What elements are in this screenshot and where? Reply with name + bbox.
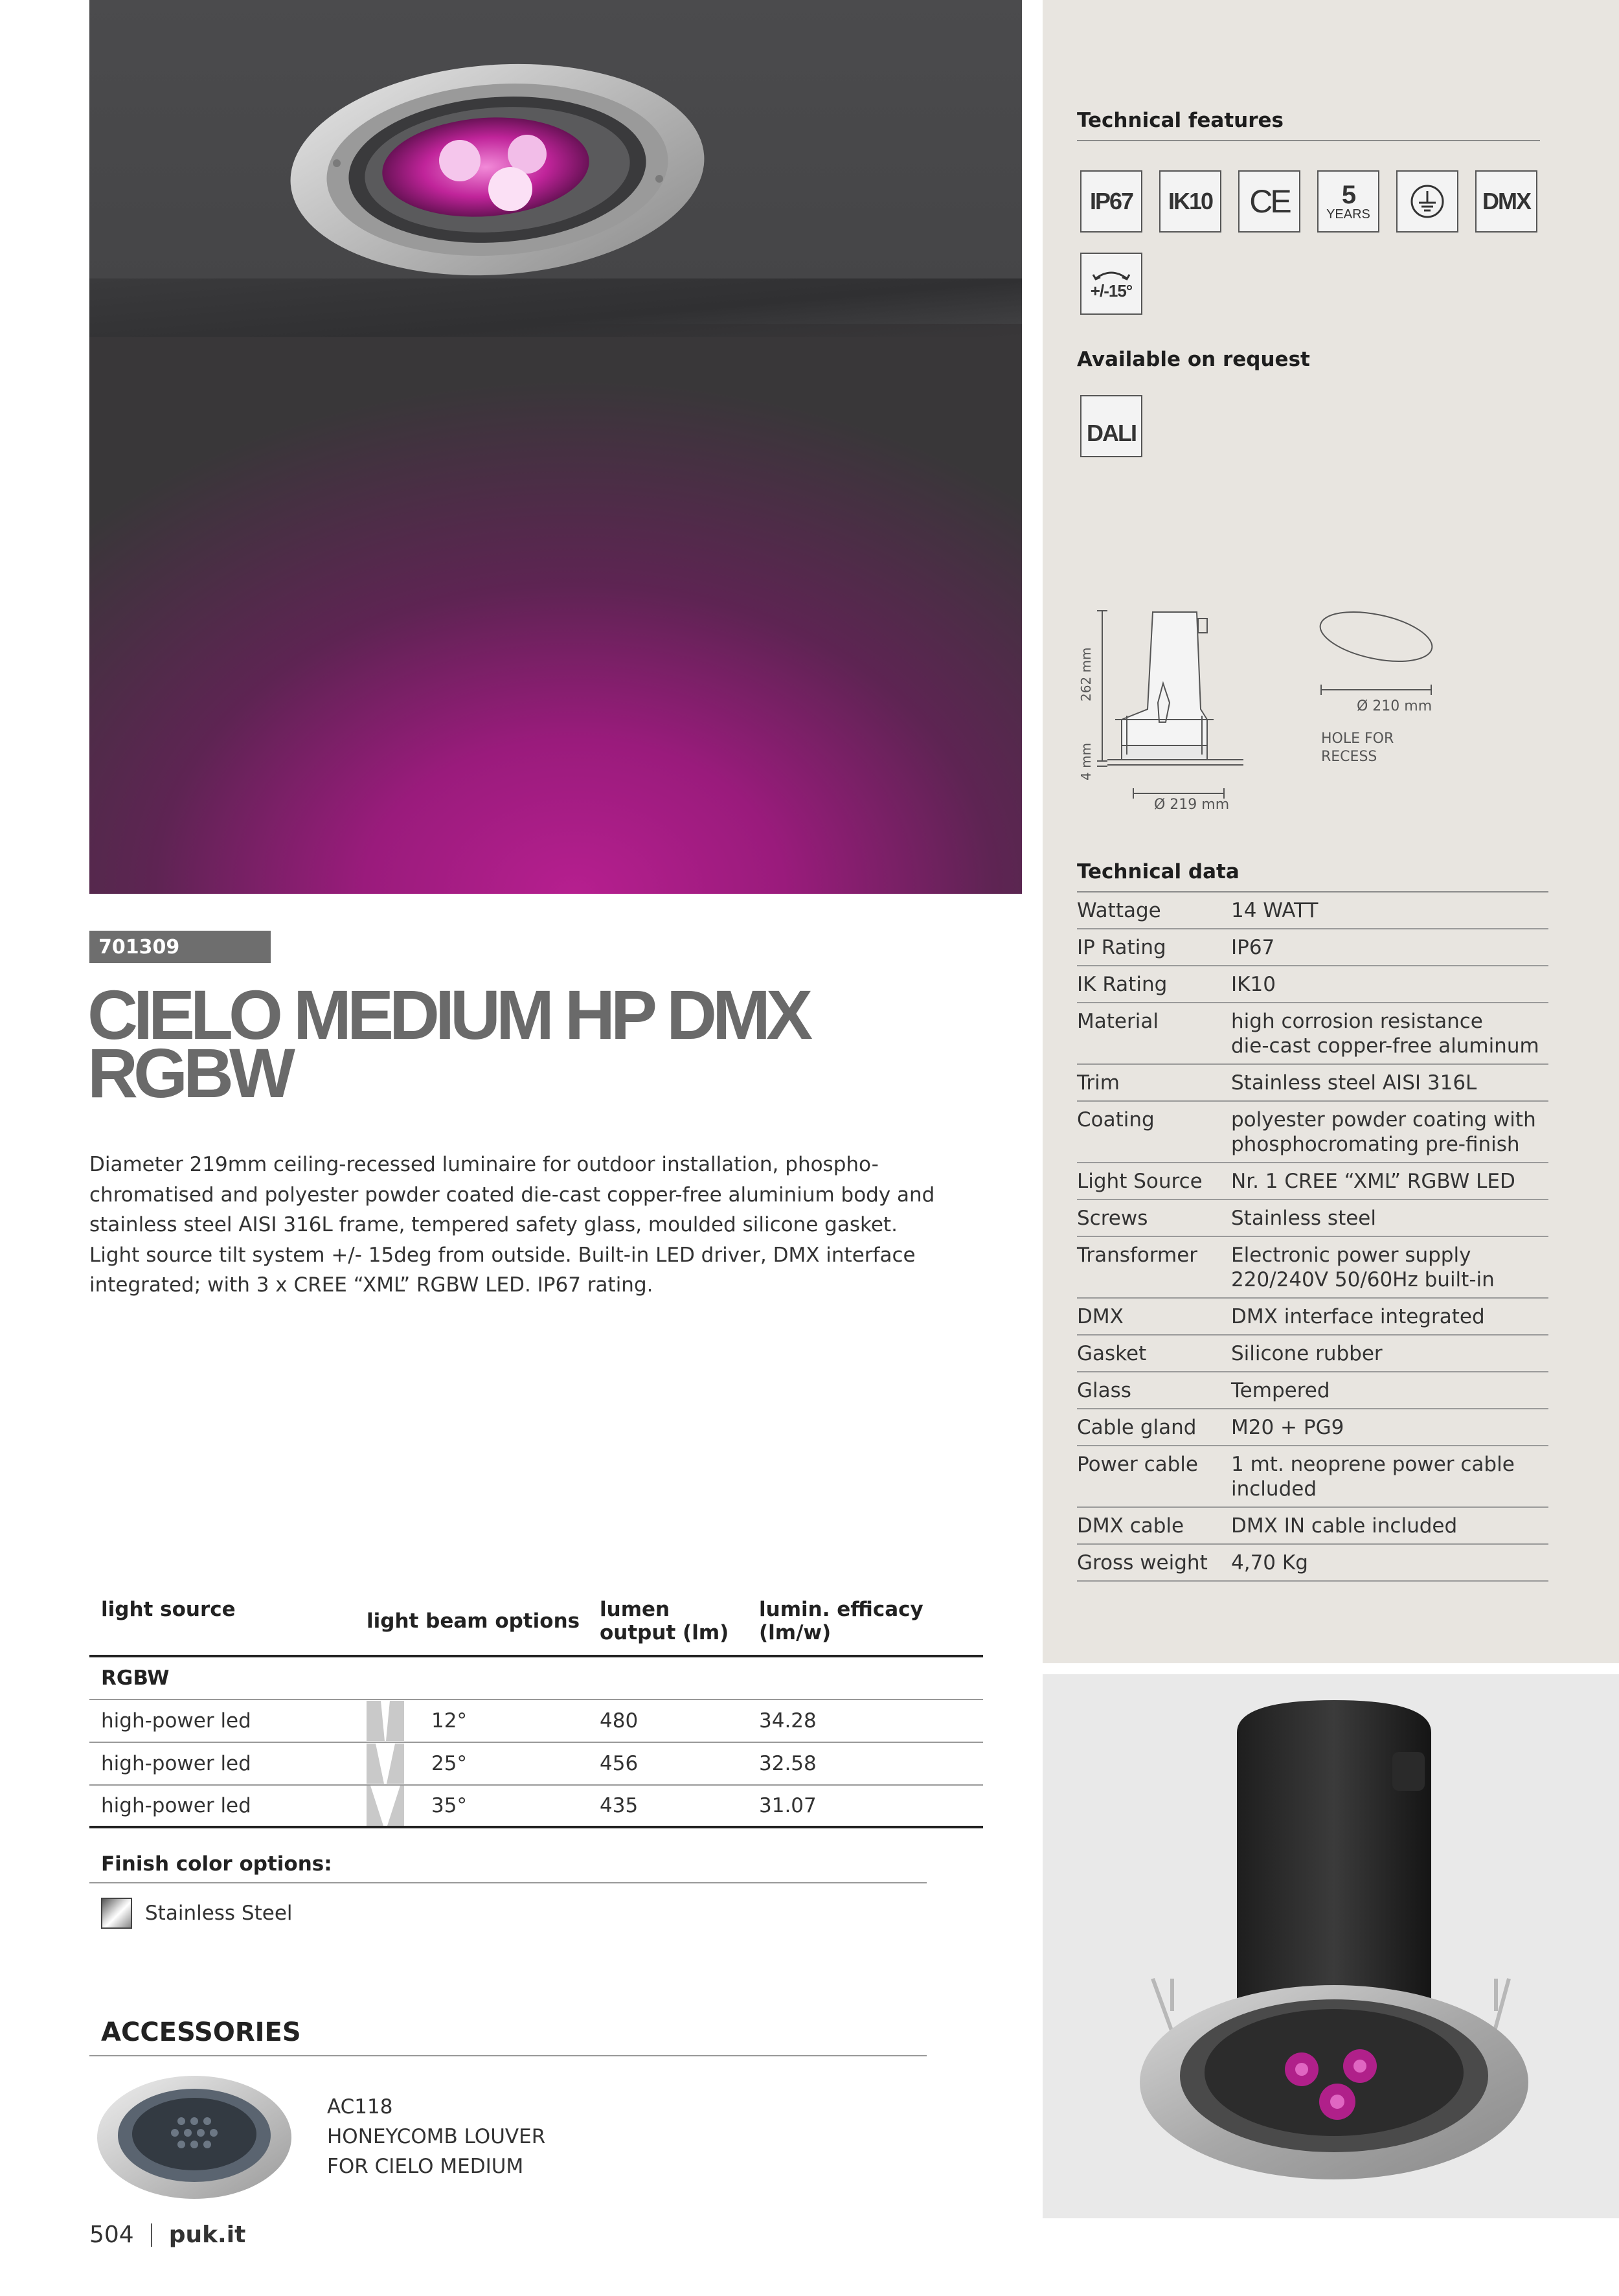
cell-efficacy: 34.28	[759, 1709, 817, 1733]
header-light-source: light source	[101, 1598, 236, 1621]
header-lumen	[600, 1598, 759, 1644]
row-value: IP67	[1231, 936, 1275, 959]
technical-data-table	[1077, 860, 1548, 1582]
site-link[interactable]: puk.it	[168, 2222, 246, 2248]
data-row-glass	[1077, 1372, 1548, 1409]
earth-ground-symbol	[1409, 183, 1445, 220]
light-source-table	[89, 1590, 983, 1828]
cell-lumen: 480	[600, 1709, 639, 1733]
row-value: 1 mt. neoprene power cable	[1231, 1453, 1515, 1476]
diameter-dimension: Ø 219 mm	[1154, 797, 1230, 813]
trim-dimension: 4 mm	[1078, 742, 1094, 780]
row-label: Trim	[1077, 1071, 1120, 1095]
beam-angle: 12°	[431, 1709, 467, 1733]
product-title: CIELO MEDIUM HP DMX RGBW	[87, 975, 809, 1112]
beam-medium-icon	[367, 1744, 404, 1784]
warranty-years-label: YEARS	[1326, 207, 1370, 222]
ce-mark-icon	[1238, 170, 1300, 233]
warranty-icon	[1317, 170, 1379, 233]
accessory-name-line1: HONEYCOMB LOUVER	[327, 2125, 546, 2148]
row-label: Screws	[1077, 1207, 1148, 1230]
earth-ground-icon	[1396, 170, 1458, 233]
tilt-icon	[1080, 253, 1142, 315]
dmx-label: DMX	[1482, 188, 1530, 214]
row-value: Stainless steel	[1231, 1207, 1376, 1230]
row-label: Light Source	[1077, 1170, 1203, 1193]
data-row-gasket	[1077, 1336, 1548, 1372]
divider	[89, 2055, 927, 2056]
table-group-row	[89, 1657, 983, 1700]
beam-angle: 35°	[431, 1794, 467, 1817]
cell-beam	[367, 1701, 600, 1741]
hero-photo	[89, 0, 1022, 894]
cell-source: high-power led	[101, 1752, 251, 1775]
data-row-wattage	[1077, 892, 1548, 929]
row-label: IK Rating	[1077, 973, 1168, 996]
ip67-label: IP67	[1089, 188, 1133, 214]
tilt-arrow-icon	[1091, 267, 1132, 281]
ip67-icon	[1080, 170, 1142, 233]
data-row-coating	[1077, 1102, 1548, 1163]
row-value: polyester powder coating with	[1231, 1108, 1536, 1131]
technical-features-title: Technical features	[1077, 109, 1284, 132]
honeycomb-louver-icon	[97, 2069, 298, 2205]
row-value: Nr. 1 CREE “XML” RGBW LED	[1231, 1170, 1515, 1193]
beam-wide-icon	[367, 1786, 404, 1826]
header-beam-options: light beam options	[367, 1609, 580, 1633]
row-label: DMX cable	[1077, 1514, 1184, 1538]
luminaire-product-icon	[1043, 1674, 1619, 2218]
row-value-line2: phosphocromating pre-finish	[1231, 1133, 1520, 1156]
data-row-trim	[1077, 1065, 1548, 1102]
row-label: Wattage	[1077, 899, 1161, 922]
accessories-title: ACCESSORIES	[101, 2018, 301, 2047]
dali-icon	[1080, 395, 1142, 457]
data-row-gross-weight	[1077, 1545, 1548, 1582]
row-label: Transformer	[1077, 1244, 1198, 1267]
data-row-power-cable	[1077, 1446, 1548, 1508]
header-lumen-line2: output (lm)	[600, 1621, 729, 1644]
finish-option-label: Stainless Steel	[145, 1902, 293, 1925]
divider	[1077, 140, 1540, 141]
row-value: Stainless steel AISI 316L	[1231, 1071, 1477, 1095]
technical-data-title: Technical data	[1077, 860, 1548, 892]
row-value: high corrosion resistance	[1231, 1010, 1483, 1033]
cell-lumen: 435	[600, 1794, 639, 1817]
data-row-material	[1077, 1003, 1548, 1065]
cell-source: high-power led	[101, 1709, 251, 1733]
product-photo	[1043, 1674, 1619, 2218]
ik10-icon	[1159, 170, 1221, 233]
row-value: Tempered	[1231, 1379, 1330, 1402]
row-value-line2: 220/240V 50/60Hz built-in	[1231, 1268, 1495, 1291]
warranty-years-number: 5	[1341, 181, 1355, 209]
data-row-ik-rating	[1077, 966, 1548, 1003]
hole-caption-line2: RECESS	[1321, 749, 1377, 765]
table-row	[89, 1743, 983, 1786]
dali-label: DALI	[1087, 420, 1136, 446]
data-row-cable-gland	[1077, 1409, 1548, 1446]
height-dimension: 262 mm	[1078, 647, 1094, 701]
data-row-dmx	[1077, 1299, 1548, 1336]
table-row	[89, 1700, 983, 1743]
data-row-screws	[1077, 1200, 1548, 1237]
dmx-icon	[1475, 170, 1537, 233]
group-label: RGBW	[101, 1666, 170, 1690]
cell-efficacy: 31.07	[759, 1794, 817, 1817]
beam-angle: 25°	[431, 1752, 467, 1775]
product-code-badge: 701309	[89, 931, 271, 963]
data-row-transformer	[1077, 1237, 1548, 1299]
row-value: Silicone rubber	[1231, 1342, 1383, 1365]
product-description: Diameter 219mm ceiling-recessed luminaire for outdoor installation, phospho-chromatised and polyester powder coated die-cast copper-free aluminium body and stainless steel AISI 316L frame, tempered safety glass, moulded silicone gasket. Light source tilt system +/- 15deg from outside. Built-in LED driver, DMX interface integrated; with 3 x CREE “XML” RGBW LED. IP67 rating.	[89, 1153, 935, 1297]
accessory-code: AC118	[327, 2095, 393, 2119]
row-label: Power cable	[1077, 1453, 1198, 1476]
header-efficacy-line1: lumin. efficacy	[759, 1598, 923, 1621]
row-label: Glass	[1077, 1379, 1131, 1402]
row-value: 14 WATT	[1231, 899, 1319, 922]
data-row-dmx-cable	[1077, 1508, 1548, 1545]
finish-option	[101, 1898, 293, 1929]
row-value: M20 + PG9	[1231, 1416, 1344, 1439]
accessory-name-line2: FOR CIELO MEDIUM	[327, 2155, 524, 2178]
available-on-request-title: Available on request	[1077, 348, 1310, 371]
row-value-line2: die-cast copper-free aluminum	[1231, 1034, 1539, 1058]
page-number: 504	[89, 2222, 134, 2248]
header-efficacy-line2: (lm/w)	[759, 1621, 832, 1644]
data-row-light-source	[1077, 1163, 1548, 1200]
accessory-item	[327, 2092, 545, 2181]
row-label: Coating	[1077, 1108, 1155, 1131]
data-row-ip-rating	[1077, 929, 1548, 966]
page-footer	[89, 2222, 245, 2248]
row-label: Gross weight	[1077, 1551, 1208, 1574]
hole-diameter-dimension: Ø 210 mm	[1357, 698, 1432, 714]
row-value: 4,70 Kg	[1231, 1551, 1308, 1574]
row-label: Gasket	[1077, 1342, 1147, 1365]
hero-light-spill	[89, 324, 1022, 894]
finish-title: Finish color options:	[101, 1852, 332, 1876]
row-value: Electronic power supply	[1231, 1244, 1471, 1267]
technical-drawing	[1069, 593, 1457, 826]
header-efficacy	[759, 1598, 983, 1644]
table-row	[89, 1786, 983, 1828]
row-label: DMX	[1077, 1305, 1124, 1328]
header-lumen-line1: lumen	[600, 1598, 670, 1621]
row-value-line2: included	[1231, 1477, 1317, 1501]
tilt-label: +/-15°	[1090, 280, 1133, 301]
cell-source: high-power led	[101, 1794, 251, 1817]
row-value: DMX interface integrated	[1231, 1305, 1485, 1328]
hero-luminaire-icon	[89, 0, 1022, 337]
row-label: Material	[1077, 1010, 1159, 1033]
ce-label: CE	[1249, 183, 1289, 220]
stainless-steel-swatch-icon	[101, 1898, 132, 1929]
beam-narrow-icon	[367, 1701, 404, 1741]
row-value: DMX IN cable included	[1231, 1514, 1458, 1538]
cell-efficacy: 32.58	[759, 1752, 817, 1775]
cell-lumen: 456	[600, 1752, 639, 1775]
ik10-label: IK10	[1168, 188, 1213, 214]
divider	[89, 1882, 927, 1883]
row-value: IK10	[1231, 973, 1276, 996]
row-label: Cable gland	[1077, 1416, 1197, 1439]
table-header	[89, 1590, 983, 1657]
footer-separator	[151, 2223, 152, 2247]
row-label: IP Rating	[1077, 936, 1166, 959]
cell-beam	[367, 1744, 600, 1784]
cell-beam	[367, 1786, 600, 1826]
hole-caption-line1: HOLE FOR	[1321, 731, 1394, 747]
